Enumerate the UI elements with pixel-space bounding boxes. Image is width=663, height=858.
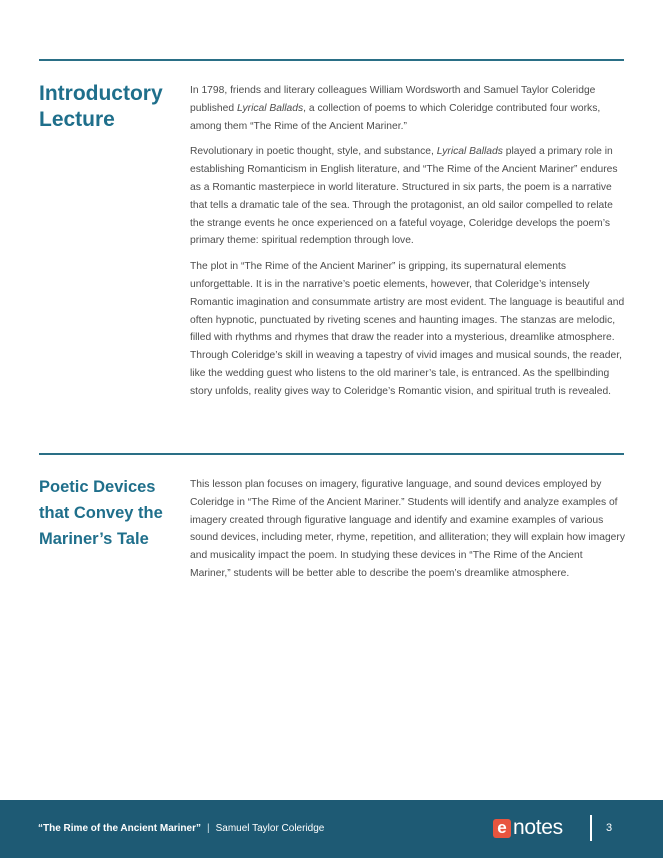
book-title: Lyrical Ballads — [436, 146, 503, 158]
paragraph-text: In 1798, friends and literary colleagues William Wordsworth and Samuel Taylor Coleridge published — [190, 85, 596, 114]
footer-separator: | — [206, 823, 210, 834]
section-heading-poetic-devices: Poetic Devices that Convey the Mariner’s Tale — [39, 478, 163, 548]
book-title: Lyrical Ballads — [236, 102, 304, 114]
logo-wordmark: notes — [513, 816, 563, 839]
paragraph-text: , a collection of poems to which Coleridge contributed four works, among them “The Rime of the Ancient Mariner.” — [190, 102, 601, 132]
enotes-e-icon: e — [493, 819, 511, 838]
author-name: Samuel Taylor Coleridge — [215, 823, 325, 834]
poetic-devices-body — [190, 476, 626, 591]
paragraph — [190, 143, 626, 250]
section-heading-introductory-lecture: Introductory Lecture — [39, 82, 163, 131]
introductory-lecture-body — [190, 82, 626, 409]
paragraph-text: Revolutionary in poetic thought, style, and substance, — [190, 146, 437, 158]
paragraph-text: played a primary role in establishing Romanticism in English literature, and “The Rime of the Ancient Mariner” endures as a Romantic masterpiece in world literature. Structured in six parts, the poem is a narrative that tells a dramatic tale of the sea. Through the protagonist, an old sailor compelled to relate the strange events he once experienced on a fateful voyage, Coleridge develops the poem’s primary theme: spiritual redemption through love. — [190, 146, 618, 247]
enotes-logo[interactable] — [493, 817, 563, 839]
footer-divider — [590, 815, 592, 841]
paragraph — [190, 82, 626, 135]
section-divider — [39, 453, 624, 455]
page-number: 3 — [606, 822, 613, 834]
page-footer — [0, 800, 663, 858]
work-title: “The Rime of the Ancient Mariner” — [38, 823, 201, 834]
top-rule — [39, 59, 624, 61]
paragraph: The plot in “The Rime of the Ancient Mariner” is gripping, its supernatural elements unforgettable. It is in the narrative’s poetic elements, however, that Coleridge’s intensely Romantic imagination and consummate artistry are most evident. The language is beautiful and often hypnotic, punctuated by riveting scenes and haunting images. The stanzas are melodic, filled with rhythms and rhymes that draw the reader into a mysterious, dreamlike atmosphere. Through Coleridge’s skill in weaving a tapestry of vivid images and musical sounds, the reader, like the wedding guest who listens to the old mariner’s tale, is entranced. As the spellbinding story unfolds, reality gives way to Coleridge’s Romantic vision, and spiritual truth is revealed. — [190, 261, 625, 397]
footer-title — [38, 823, 324, 834]
paragraph: This lesson plan focuses on imagery, figurative language, and sound devices employed by Coleridge in “The Rime of the Ancient Mariner.” Students will identify and analyze examples of imagery created through figurative language and identify and examine examples of various sound devices, including meter, rhyme, repetition, and alliteration; they will explain how imagery and musicality impact the poem. In studying these devices in “The Rime of the Ancient Mariner,” students will be better able to describe the poem’s dreamlike atmosphere. — [190, 479, 625, 579]
